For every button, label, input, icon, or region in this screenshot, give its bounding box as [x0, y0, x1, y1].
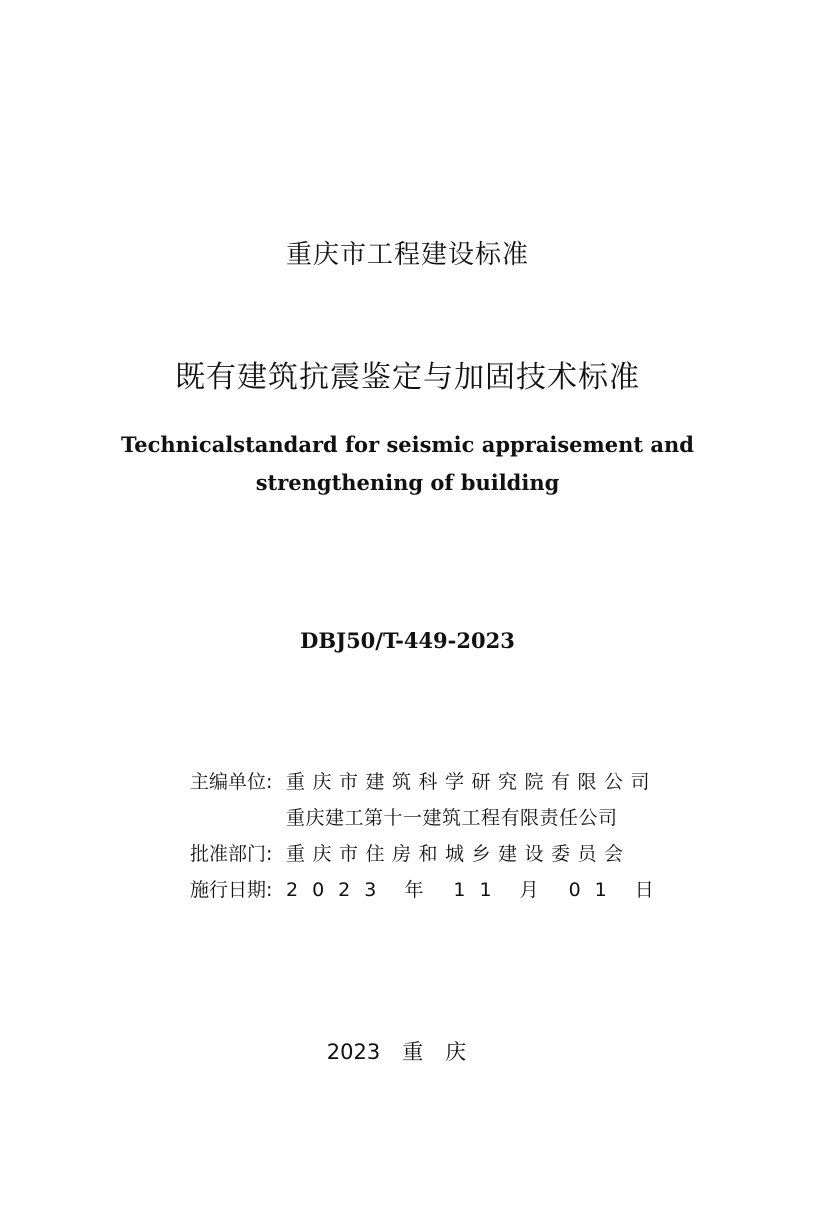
- title-en-line-1: Technicalstandard for seismic appraisement and: [121, 432, 694, 457]
- effective-date-label: 施行日期:: [190, 879, 273, 901]
- effective-date: [286, 872, 652, 908]
- date-month-unit: 月: [519, 879, 539, 901]
- date-year: 2023: [286, 879, 391, 901]
- approval-row: [190, 836, 660, 872]
- effective-date-row: [190, 872, 660, 908]
- date-day: 01: [568, 879, 621, 901]
- footer-imprint: [0, 1036, 815, 1066]
- chief-editor-row: [190, 764, 660, 800]
- chief-editor-unit-2: 重庆建工第十一建筑工程有限责任公司: [286, 807, 618, 829]
- document-title-english: [0, 426, 815, 502]
- footer-year: 2023: [326, 1040, 381, 1064]
- series-title: 重庆市工程建设标准: [285, 240, 529, 270]
- chief-editor-row-2: [190, 800, 660, 836]
- date-month: 11: [453, 879, 506, 901]
- approval-label: 批准部门:: [190, 843, 273, 865]
- publication-info: [190, 764, 660, 908]
- title-en-line-2: strengthening of building: [255, 470, 560, 495]
- date-day-unit: 日: [634, 879, 654, 901]
- standard-code: DBJ50/T-449-2023: [300, 628, 515, 653]
- document-title-chinese: 既有建筑抗震鉴定与加固技术标准: [175, 360, 640, 395]
- footer-city: 重庆: [402, 1040, 489, 1064]
- approval-department: 重庆市住房和城乡建设委员会: [286, 843, 631, 865]
- date-year-unit: 年: [404, 879, 424, 901]
- chief-editor-unit-1: 重庆市建筑科学研究院有限公司: [286, 771, 658, 793]
- chief-editor-label: 主编单位:: [190, 771, 273, 793]
